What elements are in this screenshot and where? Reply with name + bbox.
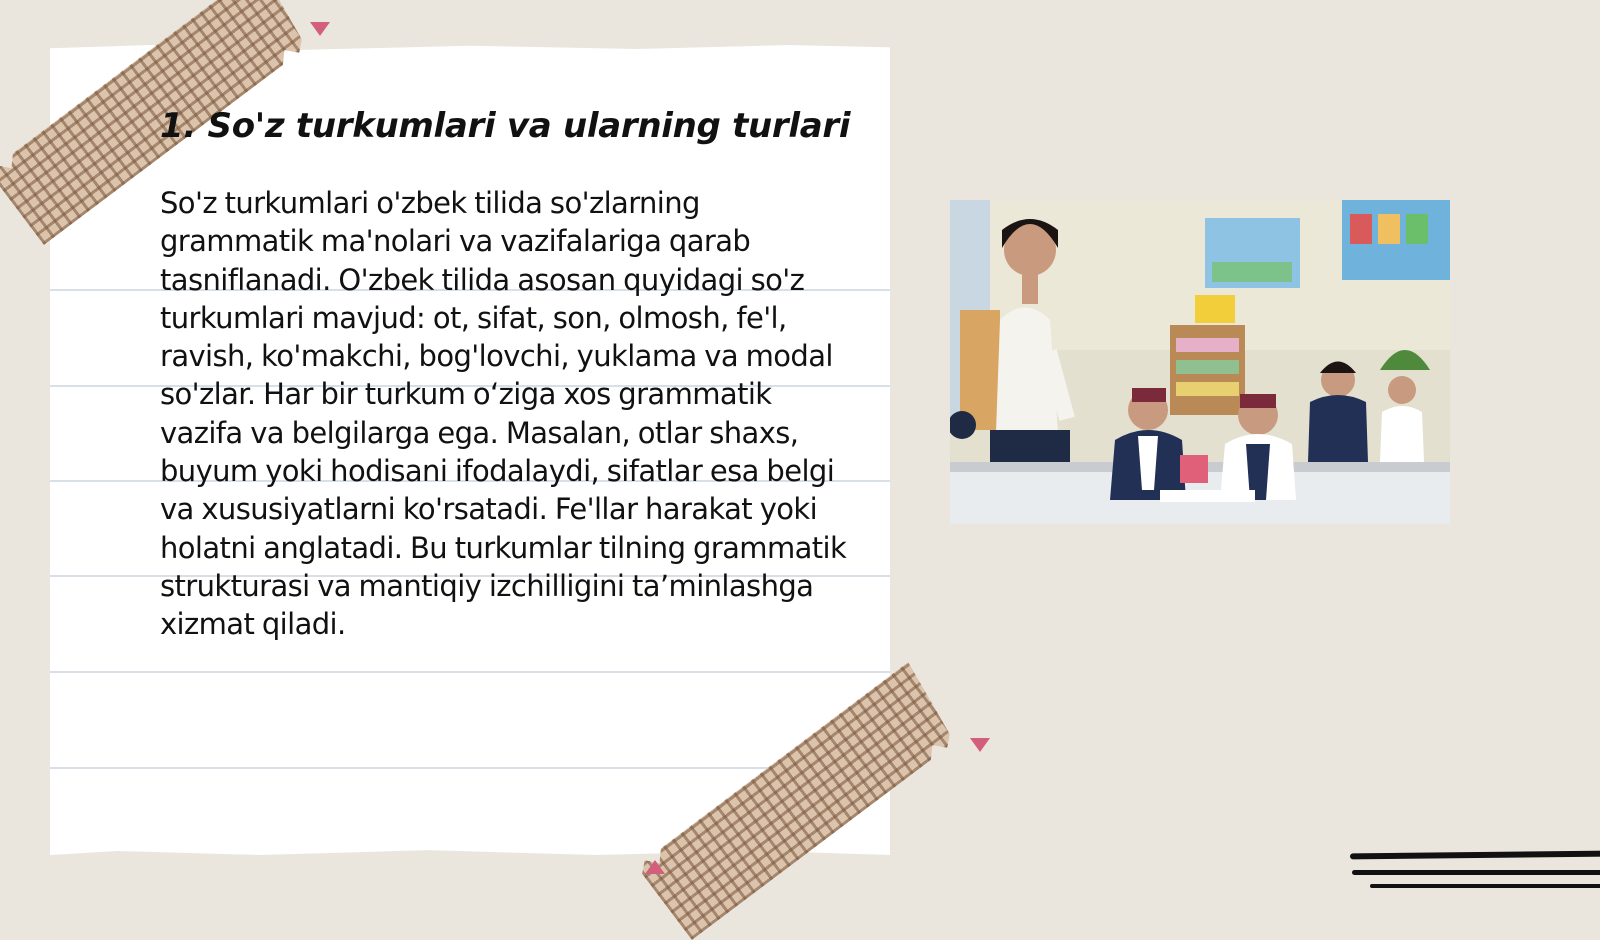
tape-tab-marker — [310, 22, 330, 36]
paper-rule-line — [50, 767, 890, 769]
decorative-brush-stroke — [1370, 884, 1600, 888]
slide-title: 1. So'z turkumlari va ularning turlari — [160, 106, 851, 146]
decorative-brush-stroke — [1350, 851, 1600, 860]
tape-tab-marker — [645, 860, 665, 874]
classroom-photo-illustration — [950, 200, 1450, 524]
paper-rule-line — [50, 671, 890, 673]
decorative-brush-stroke — [1352, 870, 1600, 875]
slide-body-text: So'z turkumlari o'zbek tilida so'zlarning grammatik ma'nolari va vazifalariga qarab tasniflanadi. O'zbek tilida asosan quyidagi so'z turkumlari mavjud: ot, sifat, son, olmosh, fe'l, ravish, ko'makchi, bog'lovchi, yuklama va modal so'zlar. Har bir turkum o‘ziga xos grammatik vazifa va belgilarga ega. Masalan, otlar shaxs, buyum yoki hodisani ifodalaydi, sifatlar esa belgi va xususiyatlarni ko'rsatadi. Fe'llar harakat yoki holatni anglatadi. Bu turkumlar tilning grammatik strukturasi va mantiqiy izchilligini ta’minlashga xizmat qiladi. — [160, 186, 847, 642]
tape-tab-marker — [970, 738, 990, 752]
classroom-photo — [950, 200, 1450, 524]
